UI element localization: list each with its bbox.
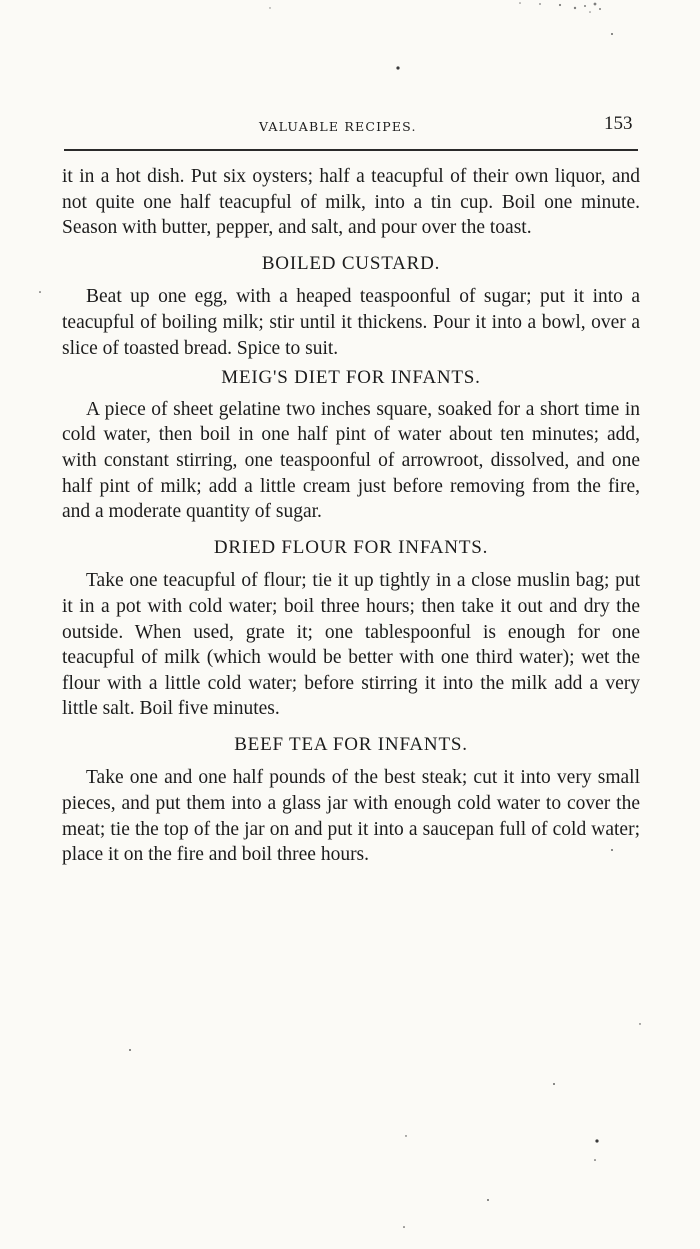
- recipe-heading-beef-tea: BEEF TEA FOR INFANTS.: [234, 733, 468, 755]
- recipe-heading-meigs-diet: MEIG'S DIET FOR INFANTS.: [221, 367, 481, 389]
- recipe-text-beef-tea: Take one and one half pounds of the best steak; cut it into very small pieces, and put them into a glass jar with enough cold water to cover the meat; tie the top of the jar on and put it into a saucepan full of cold water; place it on the fire and boil three hours.: [62, 767, 640, 866]
- recipe-text-dried-flour: Take one teacupful of flour; tie it up tightly in a close muslin bag; put it in a pot with cold water; boil three hours; then take it out and dry the outside. When used, grate it; one tablespoonful is enough for one teacupful of milk (which would be better with one third water); wet the flour with a little cold water; before stirring it into the milk add a very little salt. Boil five minutes.: [62, 570, 640, 720]
- page-body: [62, 164, 640, 868]
- page-number: 153: [604, 113, 633, 134]
- continued-paragraph: it in a hot dish. Put six oysters; half a teacupful of their own liquor, and not quite one half teacupful of milk, into a tin cup. Boil one minute. Season with butter, pepper, and salt, and pour over the toast.: [62, 166, 640, 239]
- recipe-heading-boiled-custard: BOILED CUSTARD.: [261, 252, 441, 274]
- recipe-text-boiled-custard: Beat up one egg, with a heaped teaspoonful of sugar; put it into a teacupful of boiling milk; stir until it thickens. Pour it into a bowl, over a slice of toasted bread. Spice to suit.: [62, 286, 640, 359]
- running-title: VALUABLE RECIPES.: [259, 119, 417, 134]
- recipe-heading-dried-flour: DRIED FLOUR FOR INFANTS.: [213, 536, 489, 558]
- header-rule: [64, 149, 638, 151]
- recipe-text-meigs-diet: A piece of sheet gelatine two inches square, soaked for a short time in cold water, then boil in one half pint of water about ten minutes; add, with constant stirring, one teaspoonful of arrowroot, dissolved, and one half pint of milk; add a little cream just before removing from the fire, and a moderate quantity of sugar.: [62, 398, 640, 523]
